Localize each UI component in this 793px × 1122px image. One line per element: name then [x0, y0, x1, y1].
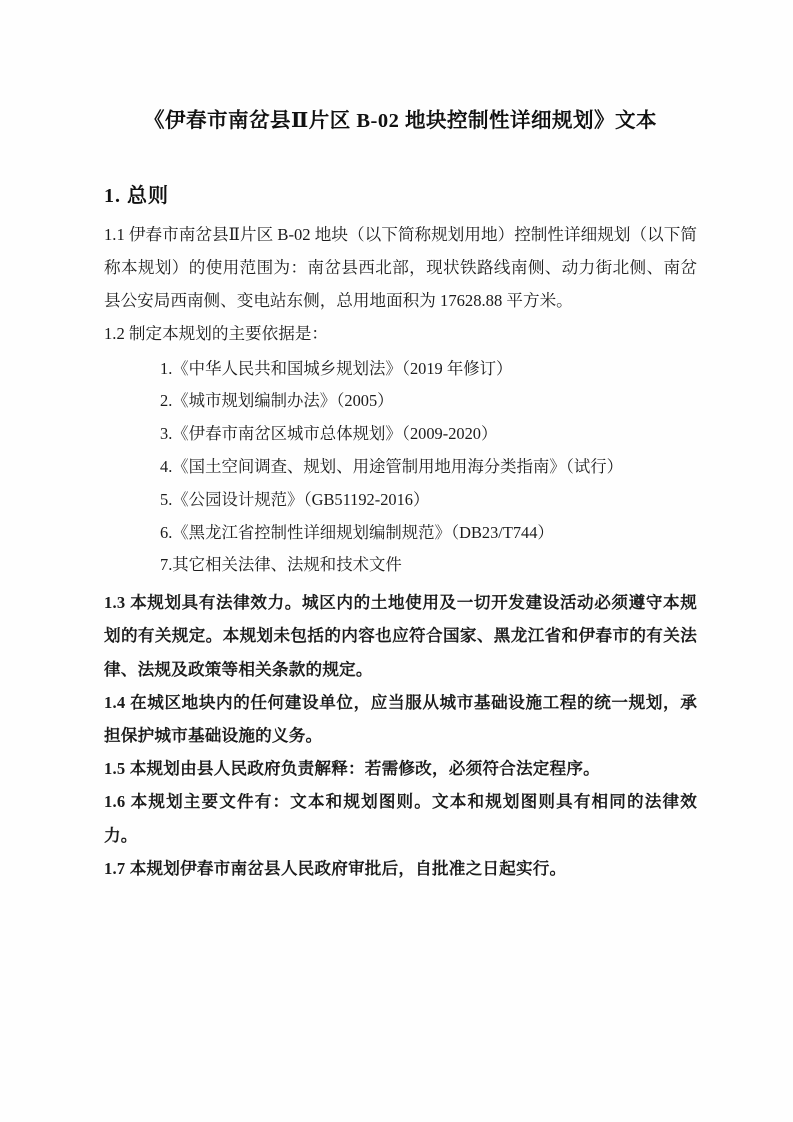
- paragraph-1-5: 1.5 本规划由县人民政府负责解释：若需修改，必须符合法定程序。: [104, 759, 600, 779]
- list-item: 1.《中华人民共和国城乡规划法》（2019 年修订）: [160, 358, 513, 378]
- paragraph-1-2: 1.2 制定本规划的主要依据是：: [104, 324, 329, 344]
- paragraph-1-1: 1.1 伊春市南岔县Ⅱ片区 B-02 地块（以下简称规划用地）控制性详细规划（以下简称本规划）的使用范围为：南岔县西北部，现状铁路线南侧、动力街北侧、南岔县公安局西南侧、变电站东侧，总用地面积为 17628.88 平方米。: [104, 224, 697, 311]
- list-item: 4.《国土空间调查、规划、用途管制用地用海分类指南》（试行）: [160, 456, 624, 476]
- list-item: 6.《黑龙江省控制性详细规划编制规范》（DB23/T744）: [160, 522, 554, 542]
- section-heading-general-principles: 1. 总则: [104, 184, 169, 207]
- list-item: 5.《公园设计规范》（GB51192-2016）: [160, 489, 430, 509]
- list-item: 2.《城市规划编制办法》（2005）: [160, 391, 394, 411]
- list-item: 3.《伊春市南岔区城市总体规划》（2009-2020）: [160, 424, 498, 444]
- paragraph-1-4: 1.4 在城区地块内的任何建设单位，应当服从城市基础设施工程的统一规划，承担保护城市基础设施的义务。: [104, 692, 697, 745]
- list-item: 7.其它相关法律、法规和技术文件: [160, 555, 402, 575]
- paragraph-1-3: 1.3 本规划具有法律效力。城区内的土地使用及一切开发建设活动必须遵守本规划的有关规定。本规划未包括的内容也应符合国家、黑龙江省和伊春市的有关法律、法规及政策等相关条款的规定。: [104, 593, 697, 679]
- paragraph-1-7: 1.7 本规划伊春市南岔县人民政府审批后，自批准之日起实行。: [104, 858, 567, 878]
- basis-list: [104, 353, 697, 583]
- page-title: 《伊春市南岔县Ⅱ片区 B-02 地块控制性详细规划》文本: [143, 110, 658, 132]
- paragraph-1-6: 1.6 本规划主要文件有：文本和规划图则。文本和规划图则具有相同的法律效力。: [104, 792, 697, 845]
